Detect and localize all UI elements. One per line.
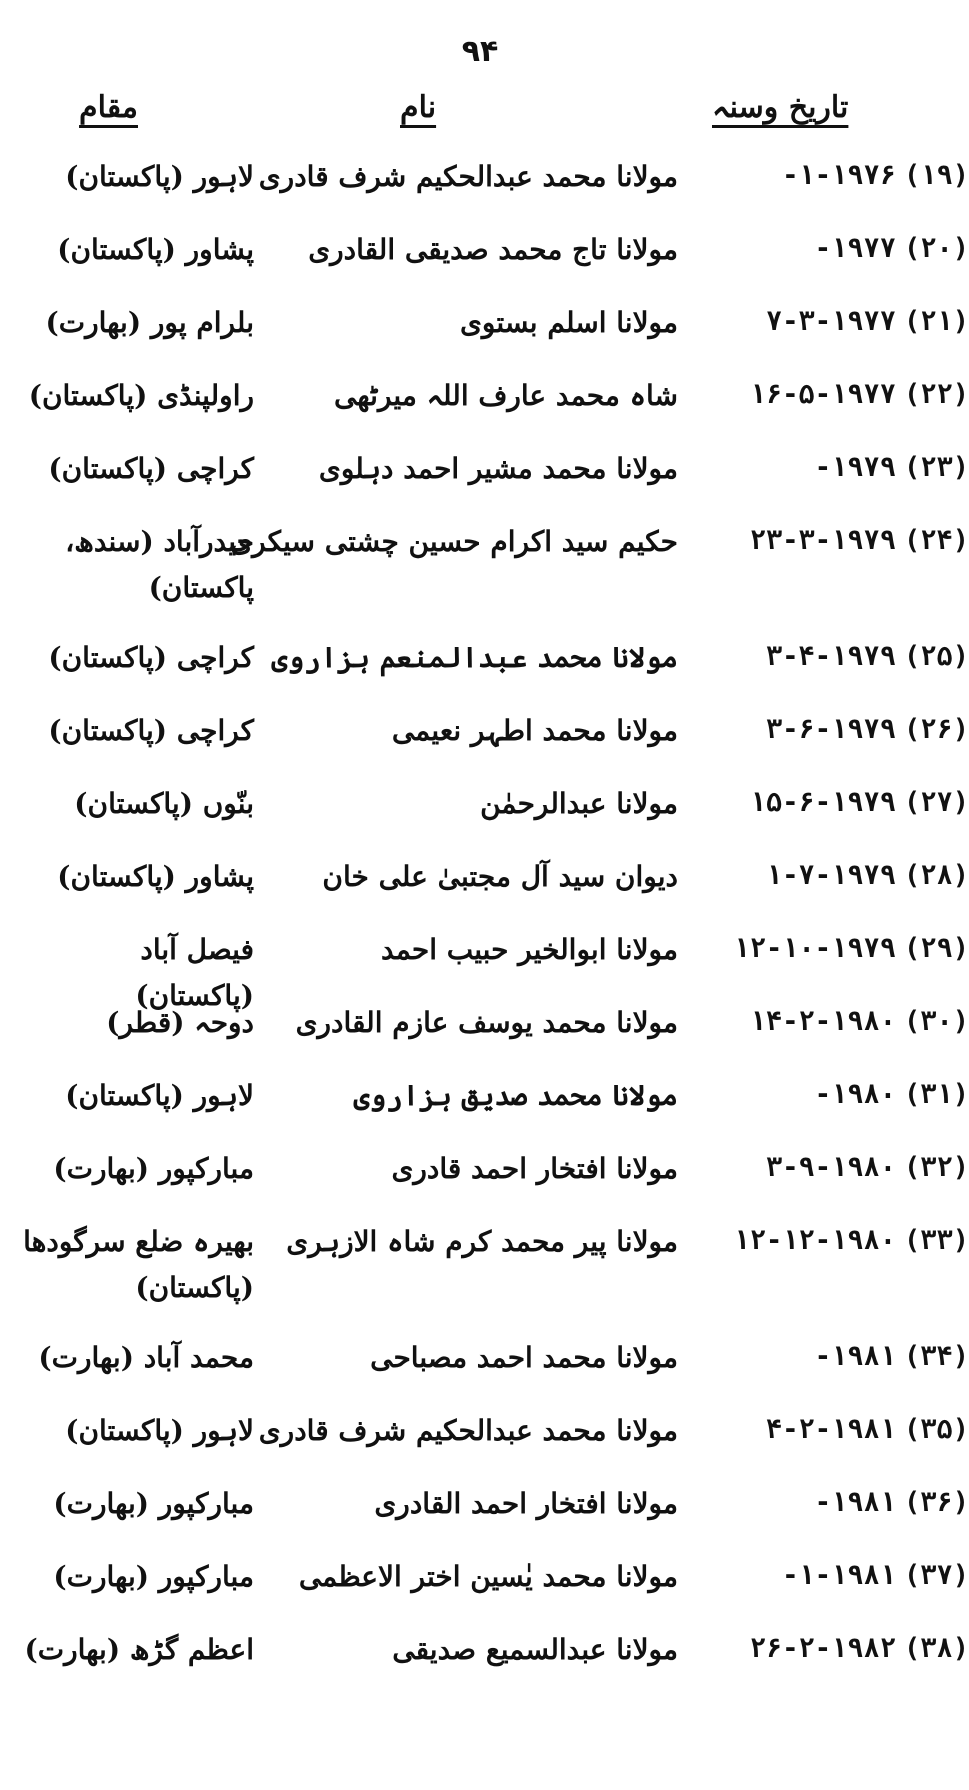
- entry-date-cell: [700, 860, 969, 891]
- entry-date-cell: [700, 1006, 969, 1037]
- entry-place: بھیرہ ضلع سرگودھا (پاکستان): [23, 1225, 254, 1304]
- entry-place: مبارکپور (بھارت): [53, 1560, 254, 1593]
- entry-date-cell: [700, 641, 969, 672]
- entry-number: (۲۹): [904, 933, 969, 964]
- entry-date: -۱-۱۹۸۱: [782, 1560, 896, 1591]
- entry-name: مولانا محمد صدیق ہزاروی: [353, 1079, 678, 1112]
- list-item: [0, 1625, 969, 1698]
- list-item: [0, 1479, 969, 1552]
- entry-name: مولانا محمد یوسف عازم القادری: [295, 1006, 678, 1039]
- list-item: [0, 1406, 969, 1479]
- entry-number: (۳۵): [904, 1414, 969, 1445]
- entry-name: شاہ محمد عارف اللہ میرٹھی: [333, 379, 678, 412]
- list-item: [0, 779, 969, 852]
- list-item: [0, 633, 969, 706]
- entry-date-cell: [700, 1079, 969, 1110]
- entry-place: حیدرآباد (سندھ، پاکستان): [65, 525, 254, 604]
- list-item: [0, 371, 969, 444]
- list-item: [0, 1144, 969, 1217]
- entry-number: (۳۷): [904, 1560, 969, 1591]
- entry-date-cell: [700, 933, 969, 964]
- list-item: [0, 444, 969, 517]
- entry-date-cell: [700, 306, 969, 337]
- list-item: [0, 998, 969, 1071]
- entry-name: مولانا اسلم بستوی: [460, 306, 678, 339]
- entry-name: مولانا تاج محمد صدیقی القادری: [308, 233, 678, 266]
- entry-date: -۱۹۸۱: [814, 1487, 896, 1518]
- entry-number: (۳۳): [904, 1225, 969, 1256]
- entry-place: بنّوں (پاکستان): [74, 787, 254, 820]
- entry-number: (۲۵): [904, 641, 969, 672]
- entry-name: مولانا محمد اطہر نعیمی: [391, 714, 678, 747]
- entry-place: اعظم گڑھ (بھارت): [24, 1633, 254, 1666]
- entry-date: ۱۲-۱۰-۱۹۷۹: [733, 933, 896, 964]
- entry-date-cell: [700, 1560, 969, 1591]
- list-item: [0, 852, 969, 925]
- entry-date-cell: [700, 452, 969, 483]
- entry-date: -۱۹۷۷: [814, 233, 896, 264]
- entry-name: دیوان سید آل مجتبیٰ علی خان: [322, 860, 678, 893]
- entry-place: کراچی (پاکستان): [48, 641, 254, 674]
- entry-place: دوحہ (قطر): [106, 1006, 254, 1039]
- entry-place: لاہور (پاکستان): [65, 160, 254, 193]
- entry-number: (۲۸): [904, 860, 969, 891]
- entry-number: (۲۷): [904, 787, 969, 818]
- list-item: [0, 925, 969, 1012]
- entry-place: کراچی (پاکستان): [48, 714, 254, 747]
- entry-date: ۱-۷-۱۹۷۹: [765, 860, 896, 891]
- entry-number: (۳۶): [904, 1487, 969, 1518]
- entry-place: لاہور (پاکستان): [65, 1414, 254, 1447]
- entry-place: پشاور (پاکستان): [57, 860, 254, 893]
- entry-number: (۳۰): [904, 1006, 969, 1037]
- entry-number: (۲۶): [904, 714, 969, 745]
- page-number: ۹۴: [461, 34, 499, 69]
- entry-number: (۱۹): [904, 160, 969, 191]
- list-item: [0, 298, 969, 371]
- entry-name: مولانا ابوالخیر حبیب احمد: [381, 933, 678, 966]
- entry-place: مبارکپور (بھارت): [53, 1487, 254, 1520]
- entry-number: (۲۴): [904, 525, 969, 556]
- entry-date-cell: [700, 714, 969, 745]
- entry-date-cell: [700, 1487, 969, 1518]
- entry-place: فیصل آباد (پاکستان): [135, 933, 254, 1012]
- entry-date-cell: [700, 1152, 969, 1183]
- entry-date: ۱۴-۲-۱۹۸۰: [749, 1006, 896, 1037]
- entry-date-cell: [700, 525, 969, 556]
- entry-date-cell: [700, 160, 969, 191]
- list-item: [0, 225, 969, 298]
- entry-place: راولپنڈی (پاکستان): [28, 379, 254, 412]
- entry-date-cell: [700, 1225, 969, 1256]
- header-date: تاریخ وسنہ: [712, 90, 849, 125]
- header-place: مقام: [79, 90, 138, 125]
- entry-date: ۷-۳-۱۹۷۷: [765, 306, 896, 337]
- column-header: [0, 90, 960, 140]
- entry-date: ۱۲-۱۲-۱۹۸۰: [733, 1225, 896, 1256]
- entry-date-cell: [700, 233, 969, 264]
- entry-date-cell: [700, 1341, 969, 1372]
- list-item: [0, 1333, 969, 1406]
- entry-date-cell: [700, 1414, 969, 1445]
- header-name: نام: [400, 90, 437, 125]
- entry-date: -۱۹۸۱: [814, 1341, 896, 1372]
- entry-name: مولانا محمد عبدالحکیم شرف قادری: [258, 1414, 678, 1447]
- entry-date: ۳-۶-۱۹۷۹: [765, 714, 896, 745]
- list-item: [0, 152, 969, 225]
- entry-date: ۲۶-۲-۱۹۸۲: [749, 1633, 896, 1664]
- entry-number: (۳۲): [904, 1152, 969, 1183]
- entry-date: -۱-۱۹۷۶: [782, 160, 896, 191]
- entry-name: مولانا محمد احمد مصباحی: [370, 1341, 678, 1374]
- entry-date: -۱۹۸۰: [814, 1079, 896, 1110]
- entry-name: مولانا محمد یٰسین اختر الاعظمی: [298, 1560, 678, 1593]
- entry-date: ۴-۲-۱۹۸۱: [765, 1414, 896, 1445]
- entry-date-cell: [700, 1633, 969, 1664]
- entry-name: مولانا عبدالسمیع صدیقی: [392, 1633, 678, 1666]
- entry-place: بلرام پور (بھارت): [45, 306, 254, 339]
- entry-date: ۲۳-۳-۱۹۷۹: [749, 525, 896, 556]
- entry-list: [0, 152, 969, 1698]
- entry-place: مبارکپور (بھارت): [53, 1152, 254, 1185]
- entry-name: حکیم سید اکرام حسین چشتی سیکری: [230, 525, 678, 558]
- entry-date: ۱۵-۶-۱۹۷۹: [749, 787, 896, 818]
- entry-name: مولانا افتخار احمد القادری: [374, 1487, 678, 1520]
- entry-number: (۲۳): [904, 452, 969, 483]
- entry-name: مولانا عبدالرحمٰن: [480, 787, 678, 820]
- entry-name: مولانا محمد مشیر احمد دہلوی: [318, 452, 678, 485]
- entry-number: (۲۰): [904, 233, 969, 264]
- entry-number: (۲۲): [904, 379, 969, 410]
- entry-place: پشاور (پاکستان): [57, 233, 254, 266]
- entry-place: لاہور (پاکستان): [65, 1079, 254, 1112]
- entry-date: -۱۹۷۹: [814, 452, 896, 483]
- entry-number: (۳۱): [904, 1079, 969, 1110]
- entry-number: (۲۱): [904, 306, 969, 337]
- entry-date-cell: [700, 787, 969, 818]
- entry-name: مولانا پیر محمد کرم شاہ الازہری: [286, 1225, 678, 1258]
- list-item: [0, 1552, 969, 1625]
- entry-number: (۳۸): [904, 1633, 969, 1664]
- entry-name: مولانا محمد عبدالحکیم شرف قادری: [258, 160, 678, 193]
- list-item: [0, 517, 969, 633]
- entry-date: ۳-۴-۱۹۷۹: [765, 641, 896, 672]
- entry-place: کراچی (پاکستان): [48, 452, 254, 485]
- entry-date: ۱۶-۵-۱۹۷۷: [749, 379, 896, 410]
- entry-number: (۳۴): [904, 1341, 969, 1372]
- list-item: [0, 1071, 969, 1144]
- entry-name: مولانا افتخار احمد قادری: [391, 1152, 678, 1185]
- entry-place: محمد آباد (بھارت): [38, 1341, 254, 1374]
- entry-date: ۳-۹-۱۹۸۰: [765, 1152, 896, 1183]
- entry-name: مولانا محمد عبدالمنعم ہزاروی: [271, 641, 678, 674]
- list-item: [0, 706, 969, 779]
- entry-date-cell: [700, 379, 969, 410]
- list-item: [0, 1217, 969, 1333]
